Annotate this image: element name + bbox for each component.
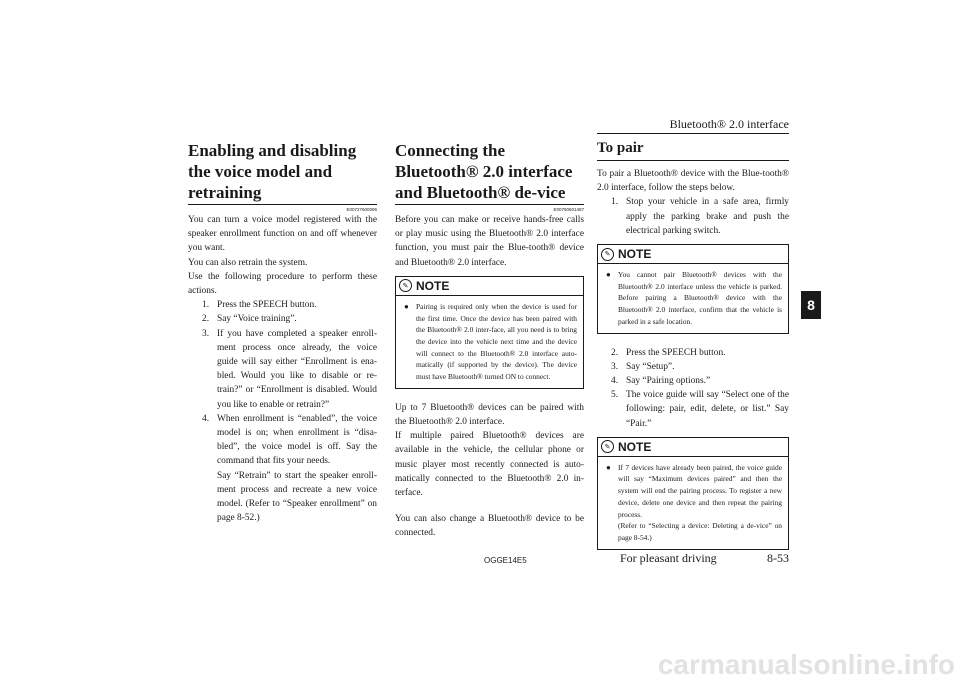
paragraph: You can also retrain the system. (188, 257, 308, 268)
steps-list (188, 298, 377, 525)
note-body (396, 296, 583, 383)
bullet-icon: ● (404, 301, 409, 311)
note-label: NOTE (618, 439, 652, 454)
list-item: 1. Press the SPEECH button. (202, 300, 317, 311)
section-tab: 8 (801, 291, 821, 319)
list-item: 4. Say “Pairing options.” (611, 375, 711, 386)
column-1 (188, 140, 377, 525)
note-box (597, 244, 789, 334)
paragraph: You can turn a voice model registered with the speaker enrollment function on and off whenever you want. (188, 215, 377, 254)
note-header (396, 277, 583, 296)
heading-rule (597, 160, 789, 161)
heading-enabling-disabling: Enabling and disabling the voice model and retraining (188, 141, 357, 202)
note-label: NOTE (618, 246, 652, 261)
bullet-icon: ● (606, 270, 611, 280)
steps-list (597, 346, 789, 431)
list-item: 2. Say “Voice training”. (202, 314, 297, 325)
paragraph: Up to 7 Bluetooth® devices can be paired with the Bluetooth® 2.0 interface. (395, 402, 584, 427)
heading-to-pair: To pair (597, 140, 644, 156)
header-rule (597, 133, 789, 134)
heading-connecting: Connecting the Bluetooth® 2.0 interface and Bluetooth® de-vice (395, 141, 573, 202)
list-item: 3. If you have completed a speaker enroll-ment process once already, the voice guide will say either “Enrollment is ena-bled. Would you like to disable or re-train?” or “Enrollment is disabled. Would you like to enable or retrain?” (202, 328, 377, 410)
page-number: 8-53 (767, 551, 789, 565)
note-body (598, 457, 788, 544)
list-item: 2. Press the SPEECH button. (611, 347, 726, 358)
note-box (395, 276, 584, 389)
section-code: E00727600096 (346, 207, 377, 212)
heading-rule (395, 204, 584, 205)
note-text: If 7 devices have already been paired, the voice guide will say “Maximum devices paired” and then the system will end the pairing process. To register a new device, delete one device and then repeat the pairing process. (618, 462, 782, 519)
note-text: You cannot pair Bluetooth® devices with the Bluetooth® 2.0 interface unless the vehicle is parked. Before pairing a Bluetooth® device with the Bluetooth® 2.0 interface, confirm that the vehicle is parked in a safe location. (618, 270, 782, 326)
list-item: 3. Say “Setup”. (611, 361, 675, 372)
note-text-wrapper (618, 462, 782, 544)
list-item-continuation: Say “Retrain” to start the speaker enroll-ment process and recreate a new voice model. (Refer to “Speaker enrollment” on page 8-52.) (217, 470, 377, 524)
note-reference: (Refer to “Selecting a device: Deleting a de-vice” on page 8-54.) (618, 521, 782, 542)
paragraph: Use the following procedure to perform these actions. (188, 271, 377, 297)
footer-code: OGGE14E5 (484, 556, 527, 565)
note-box (597, 437, 789, 550)
paragraph: To pair a Bluetooth® device with the Blue-tooth® 2.0 interface, follow the steps below. (597, 169, 789, 194)
list-item: 1. Stop your vehicle in a safe area, firmly apply the parking brake and push the electrical parking switch. (611, 197, 789, 236)
note-text: Pairing is required only when the device is used for the first time. Once the device has been paired with the Bluetooth® 2.0 inter-face, all you need is to bring the device into the vehicle next time and the device will connect to the Bluetooth® 2.0 interface auto-matically (if supported by the device). The device must have Bluetooth® turned ON to connect. (416, 301, 577, 382)
watermark: carmanualsonline.info (657, 649, 955, 680)
column-2 (395, 140, 584, 541)
note-label: NOTE (416, 278, 450, 293)
paragraph: Before you can make or receive hands-free calls or play music using the Bluetooth® 2.0 interface function, you must pair the Blue-tooth® device and Bluetooth® 2.0 interface. (395, 215, 584, 268)
section-code: E00760601487 (553, 207, 584, 212)
header-title: Bluetooth® 2.0 interface (669, 117, 789, 131)
heading-rule (188, 204, 377, 205)
list-item: 4. When enrollment is “enabled”, the voice model is on; when enrollment is “disa-bled”, the voice model is off. Say the command that fits your needs. (202, 413, 377, 467)
note-icon: ✎ (399, 279, 412, 292)
paragraph: You can also change a Bluetooth® device to be connected. (395, 514, 584, 539)
note-header (598, 245, 788, 264)
bullet-icon: ● (606, 462, 611, 472)
steps-list (597, 195, 789, 238)
list-item: 5. The voice guide will say “Select one of the following: pair, edit, delete, or list.” Say “Pair.” (611, 390, 789, 429)
note-header (598, 438, 788, 457)
note-icon: ✎ (601, 440, 614, 453)
footer-section: For pleasant driving (620, 551, 717, 565)
note-body (598, 264, 788, 328)
column-3 (597, 138, 789, 562)
paragraph: If multiple paired Bluetooth® devices are available in the vehicle, the cellular phone or music player most recently connected is auto-matically connected to the Bluetooth® 2.0 in-terface. (395, 431, 584, 498)
note-icon: ✎ (601, 248, 614, 261)
